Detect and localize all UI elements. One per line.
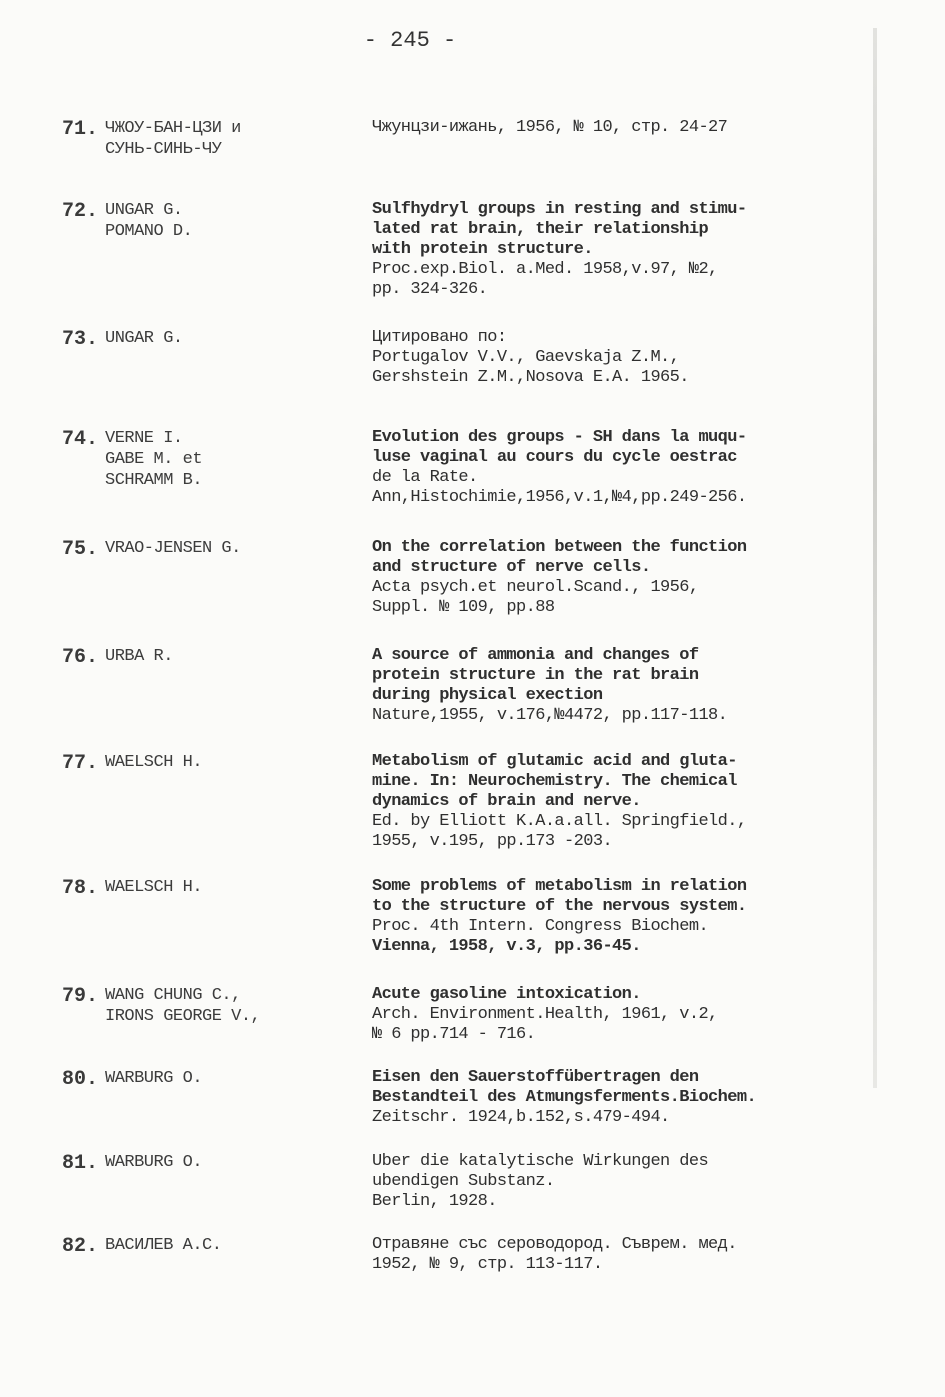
author-line: СУНЬ-СИНЬ-ЧУ xyxy=(105,140,222,159)
author-line: IRONS GEORGE V., xyxy=(105,1007,261,1026)
citation-line: luse vaginal au cours du cycle oestrac xyxy=(372,448,737,467)
citation-line: protein structure in the rat brain xyxy=(372,666,699,685)
citation-line: Portugalov V.V., Gaevskaja Z.M., xyxy=(372,348,680,367)
entry-number: 71. xyxy=(62,118,99,141)
entry-authors xyxy=(105,118,345,160)
citation-line: lated rat brain, their relationship xyxy=(372,220,709,239)
citation-line: mine. In: Neurochemistry. The chemical xyxy=(372,772,737,791)
entry-authors xyxy=(105,646,345,667)
author-line: ВАСИЛЕВ А.С. xyxy=(105,1236,222,1255)
entry-number: 75. xyxy=(62,538,99,561)
author-line: POMANO D. xyxy=(105,222,193,241)
entry-citation xyxy=(372,877,872,957)
citation-line: Acta psych.et neurol.Scand., 1956, xyxy=(372,578,699,597)
entry-authors xyxy=(105,200,345,242)
entry-authors xyxy=(105,328,345,349)
citation-line: Sulfhydryl groups in resting and stimu- xyxy=(372,200,747,219)
citation-line: de la Rate. xyxy=(372,468,478,487)
citation-line: 1955, v.195, pp.173 -203. xyxy=(372,832,613,851)
author-line: SCHRAMM B. xyxy=(105,471,203,490)
citation-line: Отравяне със сероводород. Съврем. мед. xyxy=(372,1235,737,1254)
entry-number: 76. xyxy=(62,646,99,669)
citation-line: during physical exection xyxy=(372,686,603,705)
entry-number: 72. xyxy=(62,200,99,223)
citation-line: Some problems of metabolism in relation xyxy=(372,877,747,896)
entry-citation xyxy=(372,1235,872,1275)
citation-line: Чжунцзи-ижань, 1956, № 10, стр. 24-27 xyxy=(372,118,728,137)
page-number: - 245 - xyxy=(363,28,457,53)
citation-line: № 6 pp.714 - 716. xyxy=(372,1025,536,1044)
author-line: WAELSCH H. xyxy=(105,878,203,897)
citation-line: with protein structure. xyxy=(372,240,593,259)
entry-authors xyxy=(105,428,345,491)
entry-authors xyxy=(105,1068,345,1089)
author-line: VERNE I. xyxy=(105,429,183,448)
author-line: WARBURG O. xyxy=(105,1153,203,1172)
entry-citation xyxy=(372,118,872,138)
citation-line: 1952, № 9, стр. 113-117. xyxy=(372,1255,603,1274)
citation-line: Eisen den Sauerstoffübertragen den xyxy=(372,1068,699,1087)
entry-number: 79. xyxy=(62,985,99,1008)
citation-line: Arch. Environment.Health, 1961, v.2, xyxy=(372,1005,718,1024)
entry-authors xyxy=(105,985,345,1027)
author-line: UNGAR G. xyxy=(105,329,183,348)
citation-line: Suppl. № 109, pp.88 xyxy=(372,598,555,617)
entry-authors xyxy=(105,877,345,898)
citation-line: Gershstein Z.M.,Nosova E.A. 1965. xyxy=(372,368,689,387)
citation-line: Metabolism of glutamic acid and gluta- xyxy=(372,752,737,771)
author-line: VRAO-JENSEN G. xyxy=(105,539,241,558)
entry-authors xyxy=(105,1235,345,1256)
citation-line: On the correlation between the function xyxy=(372,538,747,557)
entry-authors xyxy=(105,1152,345,1173)
citation-line: dynamics of brain and nerve. xyxy=(372,792,641,811)
author-line: WARBURG O. xyxy=(105,1069,203,1088)
entry-number: 81. xyxy=(62,1152,99,1175)
citation-line: Evolution des groups - SH dans la muqu- xyxy=(372,428,747,447)
citation-line: pp. 324-326. xyxy=(372,280,488,299)
citation-line: and structure of nerve cells. xyxy=(372,558,651,577)
entry-citation xyxy=(372,985,872,1045)
entry-authors xyxy=(105,538,345,559)
entry-number: 77. xyxy=(62,752,99,775)
entry-number: 74. xyxy=(62,428,99,451)
author-line: URBA R. xyxy=(105,647,173,666)
margin-line xyxy=(873,28,877,1088)
citation-line: Nature,1955, v.176,№4472, pp.117-118. xyxy=(372,706,728,725)
citation-line: Bestandteil des Atmungsferments.Biochem. xyxy=(372,1088,757,1107)
author-line: ЧЖОУ-БАН-ЦЗИ и xyxy=(105,119,241,138)
citation-line: Berlin, 1928. xyxy=(372,1192,497,1211)
citation-line: Proc.exp.Biol. a.Med. 1958,v.97, №2, xyxy=(372,260,718,279)
entry-number: 73. xyxy=(62,328,99,351)
author-line: WAELSCH H. xyxy=(105,753,203,772)
citation-line: Acute gasoline intoxication. xyxy=(372,985,641,1004)
citation-line: Uber die katalytische Wirkungen des xyxy=(372,1152,709,1171)
entry-citation xyxy=(372,1068,872,1128)
entry-citation xyxy=(372,328,872,388)
entry-citation xyxy=(372,1152,872,1212)
entry-citation xyxy=(372,200,872,300)
entry-authors xyxy=(105,752,345,773)
entry-citation xyxy=(372,752,872,852)
citation-line: A source of ammonia and changes of xyxy=(372,646,699,665)
citation-line: ubendigen Substanz. xyxy=(372,1172,555,1191)
author-line: GABE M. et xyxy=(105,450,203,469)
author-line: UNGAR G. xyxy=(105,201,183,220)
entry-citation xyxy=(372,538,872,618)
citation-line: Proc. 4th Intern. Congress Biochem. xyxy=(372,917,709,936)
entry-number: 82. xyxy=(62,1235,99,1258)
citation-line: Цитировано по: xyxy=(372,328,507,347)
entry-citation xyxy=(372,428,872,508)
citation-line: Vienna, 1958, v.3, pp.36-45. xyxy=(372,937,641,956)
author-line: WANG CHUNG C., xyxy=(105,986,241,1005)
entry-number: 80. xyxy=(62,1068,99,1091)
citation-line: Ann,Histochimie,1956,v.1,№4,pp.249-256. xyxy=(372,488,747,507)
citation-line: Zeitschr. 1924,b.152,s.479-494. xyxy=(372,1108,670,1127)
entry-number: 78. xyxy=(62,877,99,900)
entry-citation xyxy=(372,646,872,726)
citation-line: to the structure of the nervous system. xyxy=(372,897,747,916)
citation-line: Ed. by Elliott K.A.a.all. Springfield., xyxy=(372,812,747,831)
